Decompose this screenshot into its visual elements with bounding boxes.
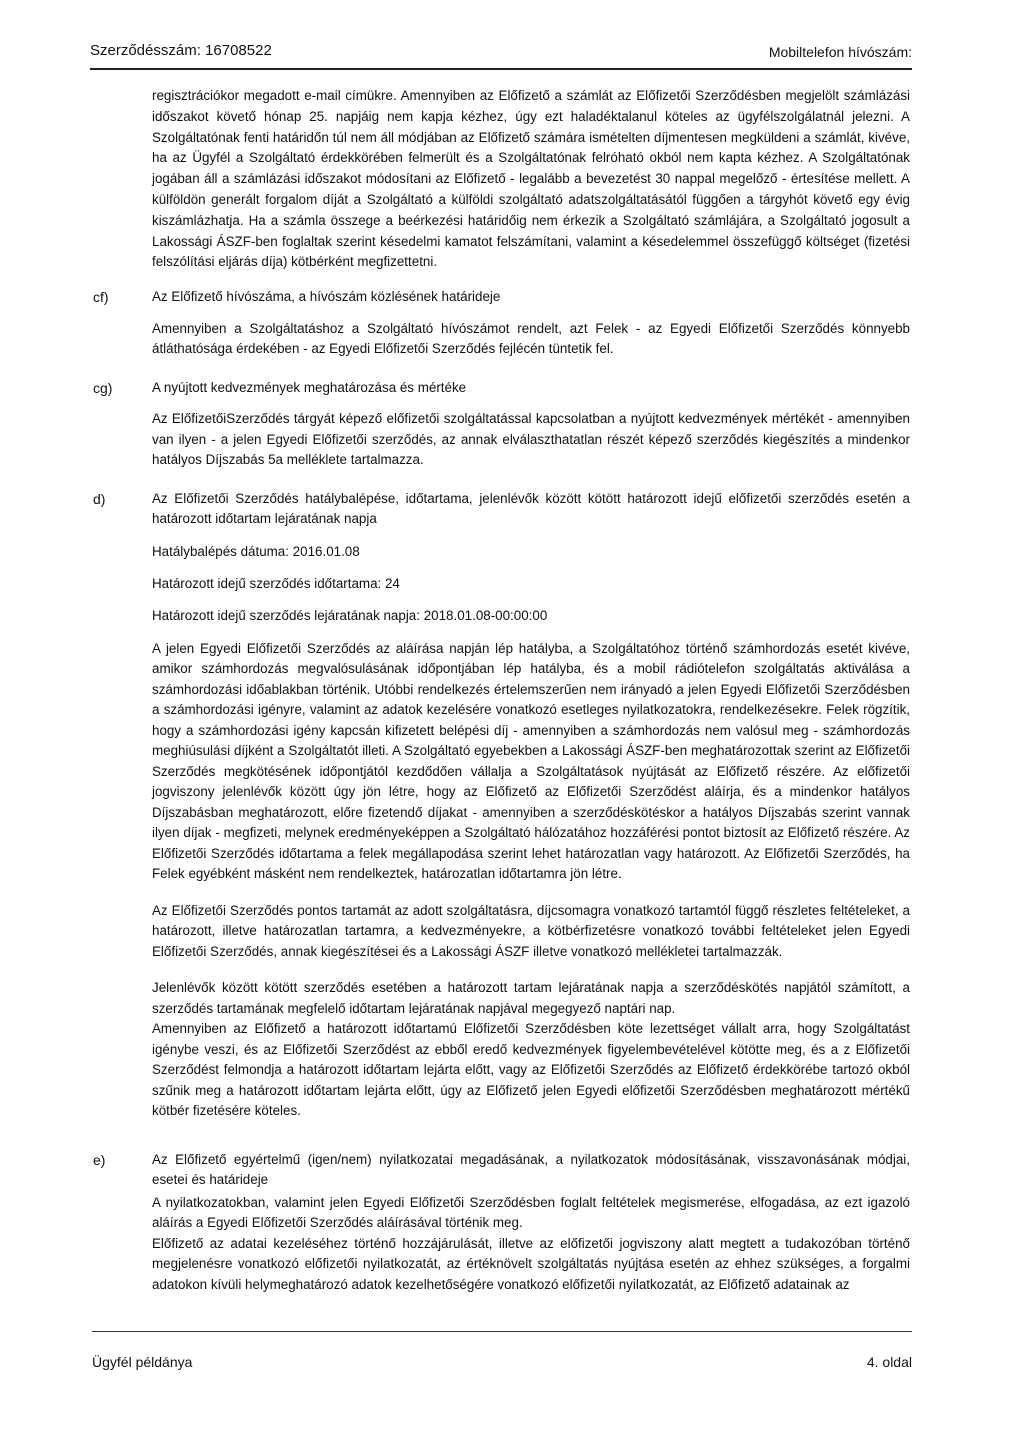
page-number: 4. oldal [866,1354,912,1370]
section-d [93,489,910,1122]
section-cf [93,287,910,360]
contract-duration: Határozott idejű szerződés időtartama: 24 [152,575,400,591]
section-e [93,1150,910,1296]
section-d-title: Az Előfizetői Szerződés hatálybalépése, időtartama, jelenlévők között kötött határozott idejű előfizetői szerződés esetén a határozott időtartam lejáratának napja [152,490,910,527]
section-e-paragraph-2: Előfizető az adatai kezeléséhez történő hozzájárulását, illetve az előfizetői jogviszony alatt megtett a tudakozóban történő megjelenésre vonatkozó előfizetői nyilatkozatát, az értéknövelt szolgáltatás nyújtása esetén az ehhez szükséges, a forgalmi adatokon kívüli helymeghatározó adatok kezelhetőségére vonatkozó előfizetői nyilatkozatát, az Előfizető adatainak az [152,1235,910,1292]
contract-number: Szerződésszám: 16708522 [90,42,272,59]
section-cf-text: Amennyiben a Szolgáltatáshoz a Szolgáltató hívószámot rendelt, azt Felek - az Egyedi Előfizetői Szerződés könnyebb átláthatósága érdekében - az Egyedi Előfizetői Szerződés fejlécén tüntetik fel. [152,320,910,357]
section-d-label: d) [93,490,106,507]
effective-date: Hatálybalépés dátuma: 2016.01.08 [152,543,360,559]
section-cg-title: A nyújtott kedvezmények meghatározása és mértéke [152,379,467,395]
page-header [90,38,912,70]
page-content [93,86,910,1295]
section-d-paragraph-2: Az Előfizetői Szerződés pontos tartamát az adott szolgáltatásra, díjcsomagra vonatkozó tartamtól függő részletes feltételeket, a határozott, illetve határozatlan tartamra, a kedvezményekre, a kötbérfizetésre vonatkozó további feltételeket jelen Egyedi Előfizetői Szerződés, annak kiegészítései és a Lakossági ÁSZF illetve vonatkozó mellékletei tartalmazzák. [152,902,910,959]
footer-divider [92,1331,912,1332]
section-e-label: e) [93,1151,106,1168]
section-d-paragraph-3: Jelenlévők között kötött szerződés esetében a határozott tartam lejáratának napja a szerződéskötés napjától számított, a szerződés tartamának megfelelő időtartam lejáratának napjával megegyező naptári nap. [152,980,910,1016]
expiry-date: Határozott idejű szerződés lejáratának napja: 2018.01.08-00:00:00 [152,607,548,623]
section-cf-label: cf) [93,289,109,306]
section-e-title: Az Előfizető egyértelmű (igen/nem) nyilatkozatai megadásának, a nyilatkozatok módosításának, visszavonásának módjai, esetei és határideje [152,1151,910,1188]
intro-paragraph: regisztrációkor megadott e-mail címükre. Amennyiben az Előfizető a számlát az Előfizetői Szerződésben megjelölt számlázási időszakot követő hónap 25. napjáig nem kapja kézhez, úgy ezt haladéktalanul köteles az ügyfélszolgálatnál jelezni. A Szolgáltatónak fenti határidőn túl nem áll módjában az Előfizető számára ismételten díjmentesen megküldeni a számlát, kivéve, ha az Ügyfél a Szolgáltató érdekkörében felmerült és a Szolgáltatónak felróható okból nem kapta kézhez. A Szolgáltatónak jogában áll a számlázási időszakot módosítani az Előfizető - legalább a bevezetést 30 nappal megelőző - értesítése mellett. A külföldön generált forgalom díját a Szolgáltató a külföldi szolgáltató adatszolgáltatásától függően a tárgyhót követő egy évig kiszámlázhatja. Ha a számla összege a beérkezési határidőig nem érkezik a Szolgáltató számlájára, a Szolgáltató jogosult a Lakossági ÁSZF-ben foglaltak szerint késedelmi kamatot felszámítani, valamint a késedelemmel összefüggő költséget (fizetési felszólítási eljárás díja) kötbérként megfizettetni. [152,88,910,270]
section-cg [93,378,910,471]
section-d-paragraph-4: Amennyiben az Előfizető a határozott időtartamú Előfizetői Szerződésben köte lezettséget vállalt arra, hogy Szolgáltatást igénybe veszi, és az Előfizetői Szerződést az ebből eredő kedvezmények figyelembevételével kötötte meg, és a z Előfizetői Szerződést felmondja a határozott időtartam lejárta előtt, vagy az Előfizetői Szerződés az Előfizető érdekkörébe tartozó okból szűnik meg a határozott időtartam lejárta előtt, úgy az Előfizető jelen Egyedi előfizetői Szerződésben meghatározott mértékű kötbér fizetésére köteles. [152,1021,910,1119]
section-cg-label: cg) [93,379,113,396]
section-cg-text: Az ElőfizetőiSzerződés tárgyát képező előfizetői szolgáltatással kapcsolatban a nyújtott kedvezmények mértékét - amennyiben van ilyen - a jelen Egyedi Előfizetői szerződés, az annak elválaszthatatlan részét képező szerződés kiegészítés a mindenkor hatályos Díjszabás 5a melléklete tartalmazza. [152,411,910,468]
mobile-number-label: Mobiltelefon hívószám: [768,44,912,60]
section-cf-title: Az Előfizető hívószáma, a hívószám közlésének határideje [152,289,501,305]
section-d-paragraph-1: A jelen Egyedi Előfizetői Szerződés az aláírása napján lép hatályba, a Szolgáltatóhoz történő számhordozás esetét kivéve, amikor számhordozás megvalósulásának időpontjában lép hatályba, és a mobil rádiótelefon szolgáltatás aktiválása a számhordozási időablakban történik. Utóbbi rendelkezés értelemszerűen nem irányadó a jelen Egyedi Előfizetői Szerződésben a számhordozási igényre, valamint az adatok kezelésére vonatkozó esetleges nyilatkozatokra, rendelkezésekre. Felek rögzítik, hogy a számhordozási igény kapcsán kifizetett belépési díj - amennyiben a számhordozás nem valósul meg - számhordozás meghiúsulási díjként a Szolgáltatót illeti. A Szolgáltató egyebekben a Lakossági ÁSZF-ben meghatározottak szerint az Előfizetői Szerződés megkötésének időpontjától kezdődően vállalja a Szolgáltatások nyújtását az Előfizető részére. Az előfizetői jogviszony jelenlévők között úgy jön létre, hogy az Előfizető az Előfizetői Szerződést aláírja, és a mindenkor hatályos Díjszabásban meghatározott, előre fizetendő díjakat - amennyiben a szerződéskötéskor a hatályos Díjszabás szerint vannak ilyen díjak - megfizeti, melynek eredményeképpen a Szolgáltató hálózatához hozzáférési pontot biztosít az Előfizető részére. Az Előfizetői Szerződés időtartama a felek megállapodása szerint lehet határozatlan vagy határozott. Az Előfizetői Szerződés, ha Felek egyébként másként nem rendelkeztek, határozatlan időtartamra jön létre. [152,640,910,882]
footer-copy-label: Ügyfél példánya [92,1354,193,1370]
section-e-paragraph-1: A nyilatkozatokban, valamint jelen Egyedi Előfizetői Szerződésben foglalt feltételek megismerése, elfogadása, az ezt igazoló aláírás a Egyedi Előfizetői Szerződés aláírásával történik meg. [152,1194,910,1231]
